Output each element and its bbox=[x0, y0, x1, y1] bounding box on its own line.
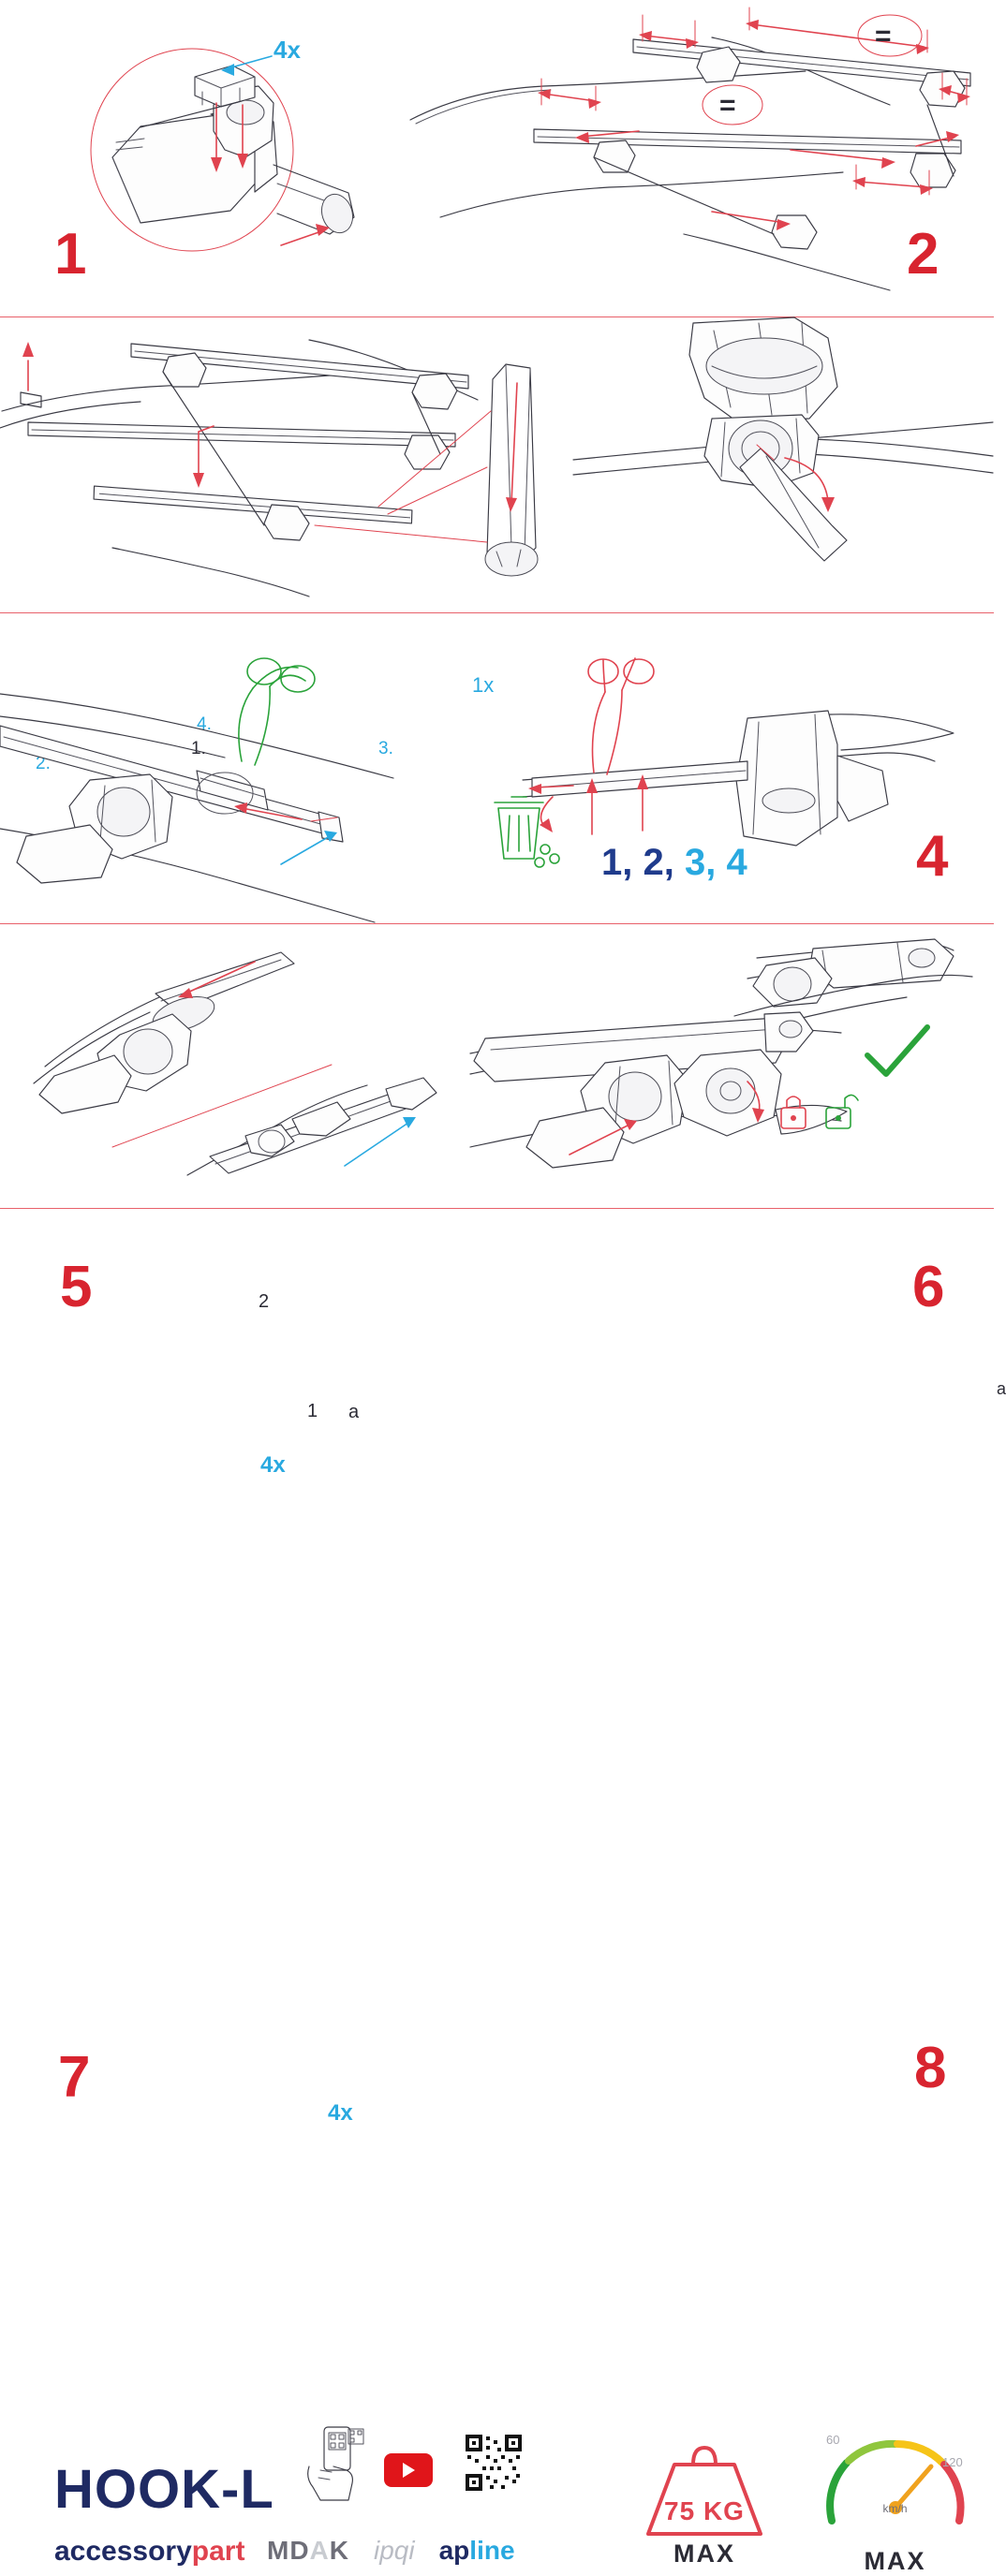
max-load-caption: MAX bbox=[673, 2539, 735, 2568]
speedometer-icon bbox=[813, 2435, 977, 2532]
step-2-illustration bbox=[403, 0, 994, 316]
step-7-qty-label: 4x bbox=[328, 2100, 353, 2126]
step-6-panel bbox=[466, 613, 1006, 1398]
step-3-label-2: 2. bbox=[36, 754, 51, 773]
step-3-label-4: 4. bbox=[197, 714, 212, 734]
speed-min-label: 60 bbox=[826, 2433, 840, 2447]
step-4-illustration bbox=[573, 317, 994, 612]
step-4-seq-4: 4 bbox=[726, 842, 747, 883]
step-2-number: 2 bbox=[907, 222, 941, 287]
step-4-seq-3: 3, bbox=[684, 842, 717, 883]
step-2-panel bbox=[403, 0, 994, 316]
step-5-label-a: a bbox=[348, 1402, 360, 1422]
step-1-number: 1 bbox=[54, 222, 89, 287]
step-4-seq-1: 1, bbox=[601, 842, 633, 883]
step-4-seq-2: 2, bbox=[643, 842, 674, 883]
step-2-equal-label-1: = bbox=[875, 21, 892, 52]
step-6-number: 6 bbox=[912, 1255, 947, 1319]
step-6-label-a: a bbox=[997, 1379, 1006, 1398]
qr-scan-hand-icon[interactable] bbox=[300, 2425, 365, 2502]
step-3-qty-label: 1x bbox=[472, 673, 495, 697]
qr-code-icon[interactable] bbox=[466, 2435, 522, 2491]
max-load-value: 75 KG bbox=[664, 2496, 745, 2525]
tagline-accessory: accessory bbox=[54, 2536, 192, 2567]
step-2-equal-label-2: = bbox=[719, 90, 736, 121]
speed-unit: km/h bbox=[882, 2502, 908, 2515]
step-7-number: 7 bbox=[58, 2045, 93, 2110]
step-5-qty-label: 4x bbox=[260, 1452, 286, 1478]
step-8-illustration bbox=[466, 924, 994, 1208]
step-5-label-1: 1 bbox=[307, 1401, 318, 1421]
max-load-indicator bbox=[629, 2444, 779, 2569]
max-speed-caption: MAX bbox=[864, 2547, 926, 2575]
step-3-label-1: 1. bbox=[191, 739, 206, 758]
tagline-part: part bbox=[191, 2536, 245, 2567]
step-8-number: 8 bbox=[914, 2036, 949, 2100]
step-6-illustration bbox=[466, 613, 994, 923]
max-speed-indicator bbox=[813, 2435, 977, 2576]
product-tagline bbox=[54, 2536, 244, 2568]
step-3-illustration bbox=[0, 317, 573, 612]
apline-logo[interactable]: apline bbox=[438, 2536, 515, 2565]
speed-max-label: 120 bbox=[942, 2455, 963, 2469]
product-brand: HOOK-L bbox=[54, 2459, 274, 2520]
step-3-panel bbox=[0, 317, 573, 773]
step-7-panel bbox=[0, 924, 466, 2126]
step-4-number: 4 bbox=[916, 824, 951, 889]
step-5-illustration bbox=[0, 613, 466, 923]
youtube-icon[interactable] bbox=[384, 2453, 433, 2487]
step-5-number: 5 bbox=[60, 1255, 95, 1319]
step-4-panel bbox=[573, 317, 994, 889]
step-1-panel bbox=[0, 0, 403, 316]
partner-logos bbox=[267, 2536, 515, 2566]
step-8-panel bbox=[466, 924, 994, 2100]
step-5-label-2: 2 bbox=[259, 1291, 270, 1312]
step-7-illustration bbox=[0, 924, 466, 1208]
mdak-logo[interactable]: MDAK bbox=[267, 2536, 350, 2565]
step-5-panel bbox=[0, 613, 466, 1478]
step-1-qty-label: 4x bbox=[274, 36, 301, 64]
step-3-label-3: 3. bbox=[378, 739, 393, 758]
ipqi-logo[interactable]: ipqi bbox=[374, 2536, 415, 2565]
